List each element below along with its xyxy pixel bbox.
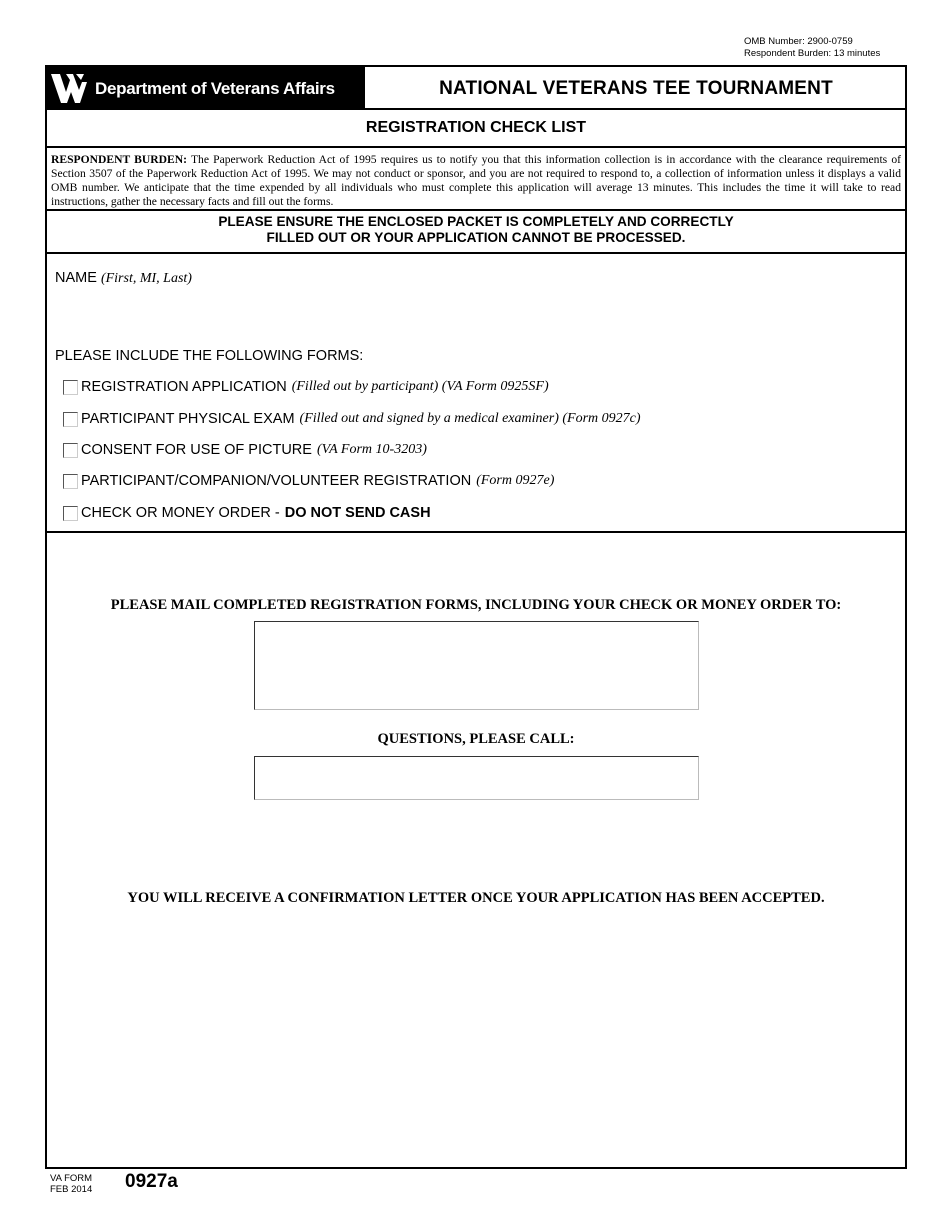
omb-number: OMB Number: 2900-0759: [744, 36, 853, 47]
checklist-item-label: CONSENT FOR USE OF PICTURE: [81, 442, 312, 458]
checklist-item-label: REGISTRATION APPLICATION: [81, 379, 287, 395]
respondent-burden-text: The Paperwork Reduction Act of 1995 requires us to notify you that this information collection is in accordance with the clearance requirements of Section 3507 of the Paperwork Reduction Act of 1995. We may not conduct or sponsor, and you are not required to respond to, a collection of information unless it displays a valid OMB number. We anticipate that the time expended by all individuals who must complete this application will average 13 minutes. This includes the time it will take to read instructions, gather the necessary facts and fill out the forms.: [51, 153, 901, 208]
checklist-section: [47, 254, 905, 533]
checklist-item-note: (VA Form 10-3203): [316, 442, 427, 457]
checklist-item-label: PARTICIPANT/COMPANION/VOLUNTEER REGISTRATION: [81, 473, 472, 489]
checklist-item-consent-picture[interactable]: [63, 440, 427, 460]
va-logo: [47, 67, 365, 110]
checklist-item-volunteer-registration[interactable]: [63, 471, 554, 491]
department-name: Department of Veterans Affairs: [95, 79, 335, 98]
checklist-item-warning: DO NOT SEND CASH: [284, 505, 431, 521]
form-title: NATIONAL VETERANS TEE TOURNAMENT: [439, 77, 833, 99]
checklist-item-label: PARTICIPANT PHYSICAL EXAM: [81, 411, 295, 427]
footer-form-date: FEB 2014: [50, 1184, 93, 1195]
checkbox[interactable]: [63, 380, 78, 395]
checklist-item-note: (Filled out by participant) (VA Form 0925SF): [291, 379, 549, 394]
form-header: [47, 67, 905, 110]
omb-respondent-burden: Respondent Burden: 13 minutes: [744, 48, 881, 59]
include-forms-label: PLEASE INCLUDE THE FOLLOWING FORMS:: [55, 348, 364, 364]
footer-form-id: [50, 1173, 92, 1195]
ensure-notice-line2: FILLED OUT OR YOUR APPLICATION CANNOT BE PROCESSED.: [266, 230, 686, 245]
form-frame: [45, 65, 907, 1169]
respondent-burden-notice: [47, 148, 905, 211]
checklist-item-physical-exam[interactable]: [63, 409, 641, 429]
questions-phone-box[interactable]: [254, 756, 699, 800]
footer-form-number: 0927a: [125, 1171, 178, 1192]
footer-form-label: VA FORM: [50, 1173, 93, 1184]
ensure-notice: [47, 211, 905, 254]
mail-address-box[interactable]: [254, 621, 699, 710]
confirmation-notice: YOU WILL RECEIVE A CONFIRMATION LETTER ONCE YOUR APPLICATION HAS BEEN ACCEPTED.: [127, 890, 825, 906]
mail-instructions: PLEASE MAIL COMPLETED REGISTRATION FORMS, INCLUDING YOUR CHECK OR MONEY ORDER TO:: [110, 597, 842, 613]
questions-label: QUESTIONS, PLEASE CALL:: [377, 731, 575, 747]
checklist-item-check-money-order[interactable]: [63, 503, 431, 523]
ensure-notice-line1: PLEASE ENSURE THE ENCLOSED PACKET IS COMPLETELY AND CORRECTLY: [218, 214, 734, 229]
name-label: NAME: [55, 270, 97, 286]
checklist-item-registration-application[interactable]: [63, 377, 549, 397]
name-field[interactable]: [55, 270, 192, 287]
checklist-item-note: (Form 0927e): [476, 473, 555, 488]
checkbox[interactable]: [63, 412, 78, 427]
checkbox[interactable]: [63, 474, 78, 489]
checklist-item-note: (Filled out and signed by a medical examiner) (Form 0927c): [299, 411, 641, 426]
name-hint: (First, MI, Last): [100, 271, 192, 286]
checkbox[interactable]: [63, 506, 78, 521]
va-logo-icon: [49, 70, 89, 106]
checklist-item-label: CHECK OR MONEY ORDER -: [81, 505, 280, 521]
omb-info: [744, 36, 880, 60]
respondent-burden-label: RESPONDENT BURDEN:: [51, 153, 187, 166]
checklist-title: REGISTRATION CHECK LIST: [47, 110, 905, 148]
checkbox[interactable]: [63, 443, 78, 458]
